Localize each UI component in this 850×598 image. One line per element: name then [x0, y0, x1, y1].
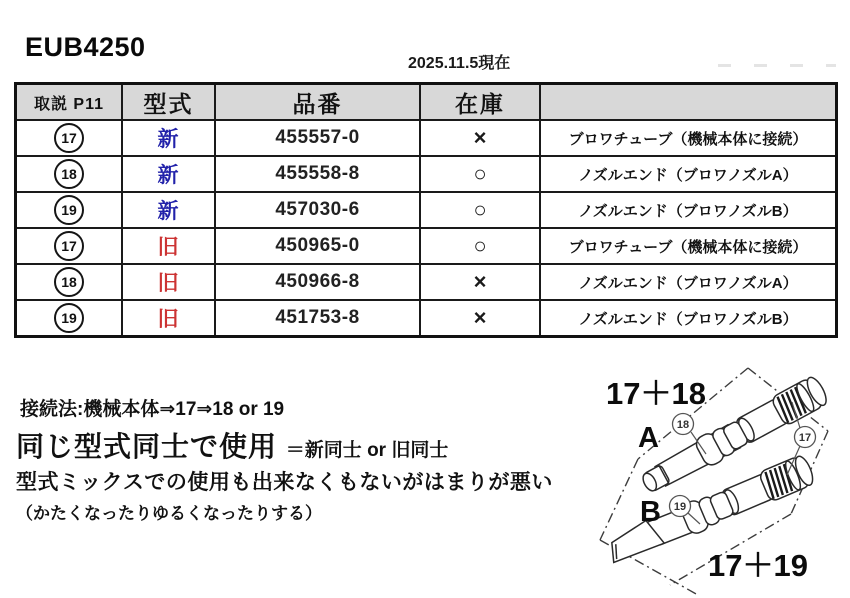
parts-diagram [588, 366, 850, 598]
callout-19-label: 19 [673, 501, 687, 513]
description-cell: ノズルエンド（ブロワノズルA） [540, 264, 837, 300]
header-row [16, 84, 837, 121]
note-mix-warning-detail: （かたくなったりゆるくなったりする） [16, 504, 322, 523]
type-cell: 旧 [122, 264, 215, 300]
part-no-cell: 450966-8 [215, 264, 420, 300]
note-connection-method: 接続法:機械本体⇒17⇒18 or 19 [20, 399, 285, 420]
table-row [16, 300, 837, 337]
faint-artifact-marks [718, 64, 836, 67]
stock-cell: × [420, 300, 540, 337]
part-no-cell: 451753-8 [215, 300, 420, 337]
circled-number: 17 [54, 123, 84, 153]
circled-number: 18 [54, 159, 84, 189]
ref-cell [16, 192, 123, 228]
table-row [16, 156, 837, 192]
circled-number: 17 [54, 231, 84, 261]
diagram-label-a: A [638, 422, 659, 454]
parts-table-header [16, 84, 837, 121]
ref-cell [16, 300, 123, 337]
ref-cell [16, 156, 123, 192]
part-no-cell: 457030-6 [215, 192, 420, 228]
type-cell: 旧 [122, 228, 215, 264]
header-part: 品番 [215, 84, 420, 121]
circled-number: 18 [54, 267, 84, 297]
diagram-label-17-19: 17＋19 [708, 548, 808, 583]
part-no-cell: 450965-0 [215, 228, 420, 264]
stock-cell: ○ [420, 156, 540, 192]
callout-17-label: 17 [798, 432, 812, 444]
header-stock: 在庫 [420, 84, 540, 121]
note-same-type-small: ＝新同士 or 旧同士 [285, 440, 449, 461]
stock-cell: ○ [420, 192, 540, 228]
date-note: 2025.11.5現在 [408, 55, 511, 72]
header-desc [540, 84, 837, 121]
stock-cell: × [420, 120, 540, 156]
description-cell: ノズルエンド（ブロワノズルA） [540, 156, 837, 192]
ref-cell [16, 264, 123, 300]
type-cell: 新 [122, 156, 215, 192]
ref-cell [16, 228, 123, 264]
part-no-cell: 455558-8 [215, 156, 420, 192]
note-same-type-big: 同じ型式同士で使用 [16, 431, 278, 462]
stock-cell: × [420, 264, 540, 300]
part-no-cell: 455557-0 [215, 120, 420, 156]
callout-18-label: 18 [676, 419, 690, 431]
table-row [16, 192, 837, 228]
table-row [16, 264, 837, 300]
description-cell: ノズルエンド（ブロワノズルB） [540, 192, 837, 228]
table-row [16, 120, 837, 156]
page-title: EUB4250 [25, 32, 146, 62]
diagram-label-b: B [640, 496, 661, 528]
type-cell: 新 [122, 192, 215, 228]
parts-table-body [16, 120, 837, 337]
header-type: 型式 [122, 84, 215, 121]
table-row [16, 228, 837, 264]
parts-table [14, 82, 838, 338]
type-cell: 新 [122, 120, 215, 156]
note-mix-warning: 型式ミックスでの使用も出来なくもないがはまりが悪い [16, 471, 553, 494]
header-ref: 取説 P11 [16, 84, 123, 121]
circled-number: 19 [54, 195, 84, 225]
description-cell: ブロワチューブ（機械本体に接続） [540, 120, 837, 156]
description-cell: ブロワチューブ（機械本体に接続） [540, 228, 837, 264]
description-cell: ノズルエンド（ブロワノズルB） [540, 300, 837, 337]
circled-number: 19 [54, 303, 84, 333]
diagram-label-17-18: 17＋18 [606, 376, 706, 411]
note-same-type [16, 425, 448, 465]
ref-cell [16, 120, 123, 156]
stock-cell: ○ [420, 228, 540, 264]
type-cell: 旧 [122, 300, 215, 337]
